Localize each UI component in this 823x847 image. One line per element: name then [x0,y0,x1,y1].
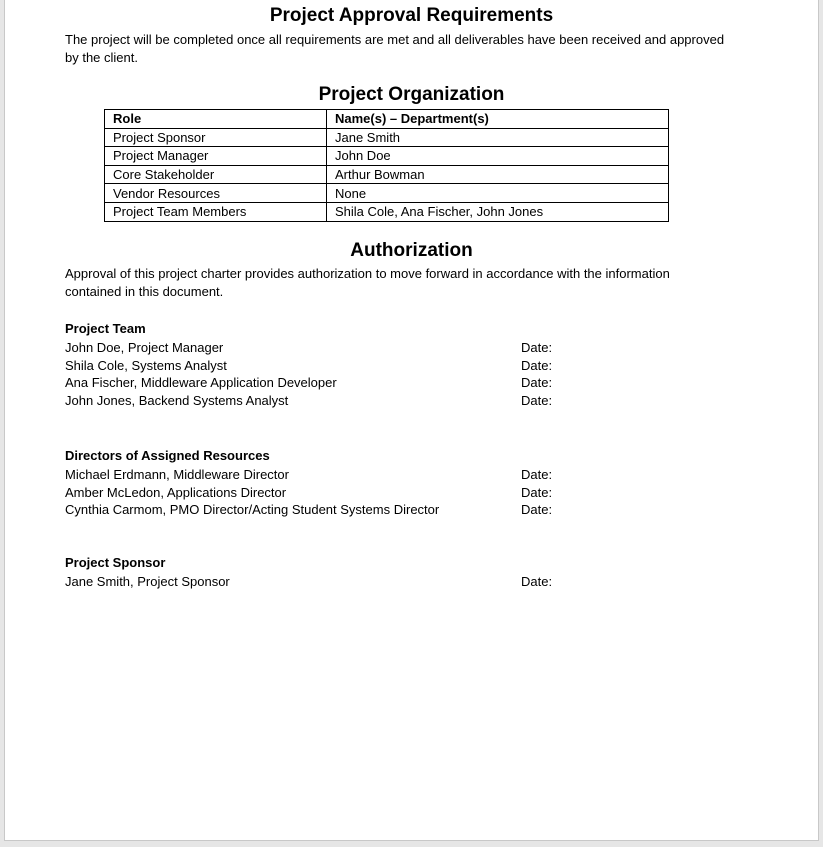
date-label: Date: [521,392,553,408]
directors-heading: Directors of Assigned Resources [65,448,270,463]
signature-row [65,501,625,519]
date-label: Date: [521,467,553,482]
table-header-role: Role [105,110,327,129]
names-cell: Shila Cole, Ana Fischer, John Jones [327,202,669,221]
table-header-names: Name(s) – Department(s) [327,110,669,129]
names-cell: Jane Smith [327,128,669,147]
date-label: Date: [521,357,553,373]
signature-row [65,484,625,502]
names-cell: Arthur Bowman [327,165,669,184]
signature-row [65,392,625,410]
signature-row [65,466,625,484]
project-organization-title: Project Organization [318,84,505,105]
table-row [105,184,669,203]
role-cell: Vendor Resources [105,184,327,203]
project-team-signatures [65,339,625,409]
table-row [105,128,669,147]
approval-requirements-text: The project will be completed once all requirements are met and all deliverables have been received and approved by the client. [65,32,725,65]
signature-row [65,357,625,375]
names-cell: John Doe [327,147,669,166]
authorization-title: Authorization [350,240,473,261]
signer-name: Shila Cole, Systems Analyst [65,357,227,373]
project-sponsor-heading: Project Sponsor [65,555,166,570]
signer-name: John Doe, Project Manager [65,340,224,355]
date-label: Date: [521,375,553,391]
document-page [4,0,819,841]
directors-signatures [65,466,625,519]
table-row [105,202,669,221]
project-organization-table [104,109,669,222]
authorization-text: Approval of this project charter provides authorization to move forward in accordance with the information contained in this document. [65,266,670,299]
table-row [105,147,669,166]
signer-name: Cynthia Carmom, PMO Director/Acting Student Systems Director [65,502,440,518]
table-row [105,165,669,184]
signer-name: John Jones, Backend Systems Analyst [65,392,289,408]
signature-row [65,339,625,357]
project-team-heading: Project Team [65,321,146,336]
names-cell: None [327,184,669,203]
role-cell: Project Sponsor [105,128,327,147]
role-cell: Project Team Members [105,202,327,221]
signer-name: Michael Erdmann, Middleware Director [65,467,289,482]
approval-requirements-title: Project Approval Requirements [269,5,554,26]
role-cell: Project Manager [105,147,327,166]
cut-off-previous-text [405,0,565,4]
date-label: Date: [521,574,553,589]
signer-name: Ana Fischer, Middleware Application Developer [65,375,337,391]
project-sponsor-signatures [65,573,625,591]
signer-name: Amber McLedon, Applications Director [65,484,287,500]
date-label: Date: [521,340,553,355]
role-cell: Core Stakeholder [105,165,327,184]
signer-name: Jane Smith, Project Sponsor [65,574,230,589]
date-label: Date: [521,502,553,518]
date-label: Date: [521,484,553,500]
signature-row [65,573,625,591]
table-header-row [105,110,669,129]
signature-row [65,374,625,392]
